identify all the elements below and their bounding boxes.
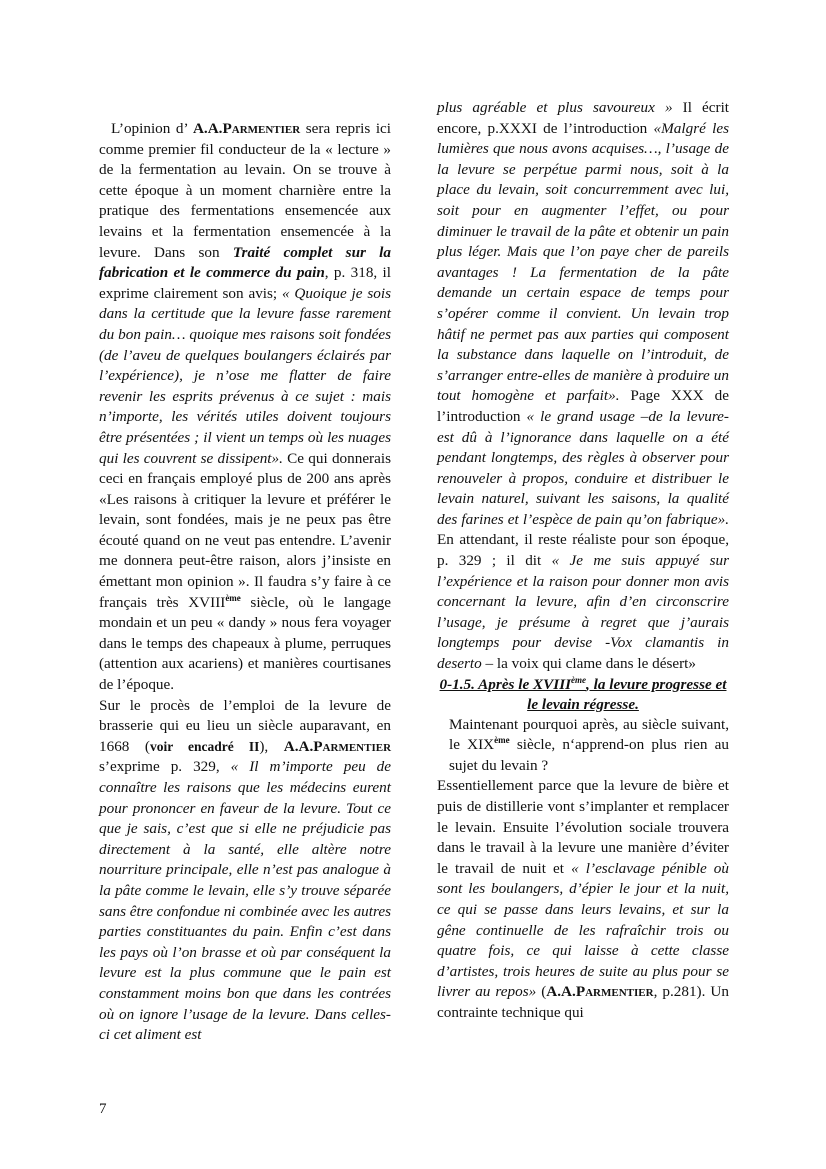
encadre-reference: voir encadré II: [149, 738, 260, 754]
right-column: [437, 98, 729, 1024]
text-run: (: [536, 983, 547, 1001]
quote-xxx: « le grand usage –de la levure- est dû à l’ignorance dans laquelle on a été pendant longtemps, des règles à observer pour renouveler à propos, conduire et distribuer le levain naturel, suivant les saisons, la qualité des farines et l’espèce de pain qu’on fabrique».: [437, 407, 729, 528]
text-run: , p. 318, il exprime clairement son avis;: [99, 264, 391, 302]
author-name: Parmentier: [313, 737, 392, 755]
text-run: Page XXX de l’introduction: [437, 387, 730, 425]
text-run: L’opinion d’: [111, 120, 193, 137]
author-name: Parmentier: [222, 120, 301, 137]
text-run: sera repris ici comme premier fil conducteur de la « lecture » de la fermentation au levain. On se trouve à cette époque à un moment charnière entre la pratique des fermentations ensemencée aux levains et la fermentation ensemencée à la levure. Dans son: [99, 120, 391, 261]
text-run: Essentiellement parce que la levure de bière et puis de distillerie vont s’implanter et remplacer le levain. Ensuite l’évolution sociale trouvera dans le travail à la levure une manière d’éviter le travail de nuit et: [437, 777, 729, 877]
text-run: , p.281). Un contrainte technique qui: [437, 983, 729, 1021]
text-run: Sur le procès de l’emploi de la levure de brasserie qui eu lieu un siècle auparavant, en 1668 (: [99, 696, 391, 755]
text-run: En attendant, il reste réaliste pour son époque, p. 329 ; il dit: [437, 531, 729, 570]
author-initials: A.A.: [192, 120, 223, 137]
paragraph-essentiellement: [437, 776, 729, 1023]
superscript: ème: [571, 674, 587, 685]
quote-318: « Quoique je sois dans la certitude que la levure fasse rarement du bon pain… quoique mes raisons soit fondées (de l’aveu de quelques boulangers éclairés par l’expérience), je n’ose me flatter de faire revenir les esprits prévenus à ce sujet : mais n’importe, les vérités utiles doivent toujours être présentées ; il vient un temps où les nuages qui les couvrent se dissipent».: [99, 284, 391, 467]
quote-281: « l’esclavage pénible où sont les boulangers, d’épier le jour et la nuit, ce qui se passe dans leurs levains, et sur la gêne continuelle de les rafraîchir trois ou quatre fois, ce qui laisse à cette classe d’artistes, trois heures de suite au plus pour se livrer au repos»: [437, 859, 729, 1001]
text-run: – la voix qui clame dans le désert»: [481, 655, 696, 673]
text-run: s’exprime p. 329,: [99, 758, 231, 776]
text-run: siècle, n‘apprend-on plus rien au sujet du levain ?: [449, 736, 729, 774]
text-run: ),: [259, 737, 284, 755]
quote-xxxi: «Malgré les lumières que nous avons acquises…, l’usage de la levure se perpétue parmi nous, soit à la place du levain, soit concurremment avec lui, soit pour en augmenter l’effet, ou pour diminuer le travail de la pâte et obtenir un pain plus léger. Mais que l’on paye cher de pareils avantages ! La fermentation de la pâte demande un certain espace de temps pour s’opérer comme il convient. Un levain trop hâtif ne permet pas aux parties qui composent la substance dans laquelle on l’introduit, de s’arranger entre-elles de manière à produire un tout homogène et parfait».: [437, 119, 729, 405]
author-initials: A.A.: [546, 983, 576, 1001]
author-name: Parmentier: [575, 983, 654, 1001]
left-column: [99, 119, 391, 1046]
text-run: siècle, où le langage mondain et un peu « dandy » nous fera voyager dans le temps des chapeaux à plume, perruques (attention aux acariens) et manières courtisanes de l’époque.: [99, 593, 391, 694]
page-number: 7: [99, 1101, 107, 1117]
paragraph-parmentier-opinion: [99, 119, 391, 696]
text-run: Ce qui donnerais ceci en français employé plus de 200 ans après «Les raisons à critiquer la levure et préférer le levain, sont fondées, mais je ne peux pas être écouté quand on ne veut pas entendre. L’avenir me donnera peut-être raison, alors j’insiste en émettant mon opinion ». Il faudra s’y faire à ce français très XVIII: [99, 449, 391, 611]
author-initials: A.A.: [283, 737, 314, 755]
text-run: Il écrit encore, p.XXXI de l’introduction: [437, 99, 730, 137]
quote-329: « Il m’importe peu de connaître les raisons que les médecins eurent pour prononcer en faveur de la levure. Tout ce que je sais, c’est que si elle ne préjudicie pas directement à la santé, elle altère notre nourriture principale, elle n’est pas analogue à la pâte comme le levain, elle s’y trouve séparée sans être confondue ni combinée avec les autres parties constituantes du pain. Enfin c’est dans les pays où l’on brasse et où par conséquent la levure est la plus commune que le pain est constamment moins bon que dans les contrées où on ignore l’usage de la levure. Dans celles-ci cet aliment est: [99, 758, 391, 1044]
superscript: ème: [494, 735, 510, 746]
heading-text: , la levure progresse et le levain régresse.: [527, 675, 727, 713]
section-heading: [437, 675, 729, 715]
quote-vox-clamantis: « Je me suis appuyé sur l’expérience et la raison pour donner mon avis concernant la levure, afin d’en circonscrire l’usage, je présume à regret que j’aurais longtemps pour devise -Vox clamantis in deserto: [437, 552, 729, 673]
superscript: ème: [225, 592, 241, 603]
paragraph-continuation: [437, 98, 729, 675]
heading-text: 0-1.5. Après le XVIII: [439, 675, 572, 693]
book-title: Traité complet sur la fabrication et le commerce du pain: [99, 243, 391, 282]
paragraph-question: [437, 715, 729, 777]
text-run: Maintenant pourquoi après, au siècle suivant, le XIX: [449, 715, 729, 754]
paragraph-proces-levure: [99, 696, 391, 1046]
quote-end: plus agréable et plus savoureux »: [437, 99, 673, 116]
